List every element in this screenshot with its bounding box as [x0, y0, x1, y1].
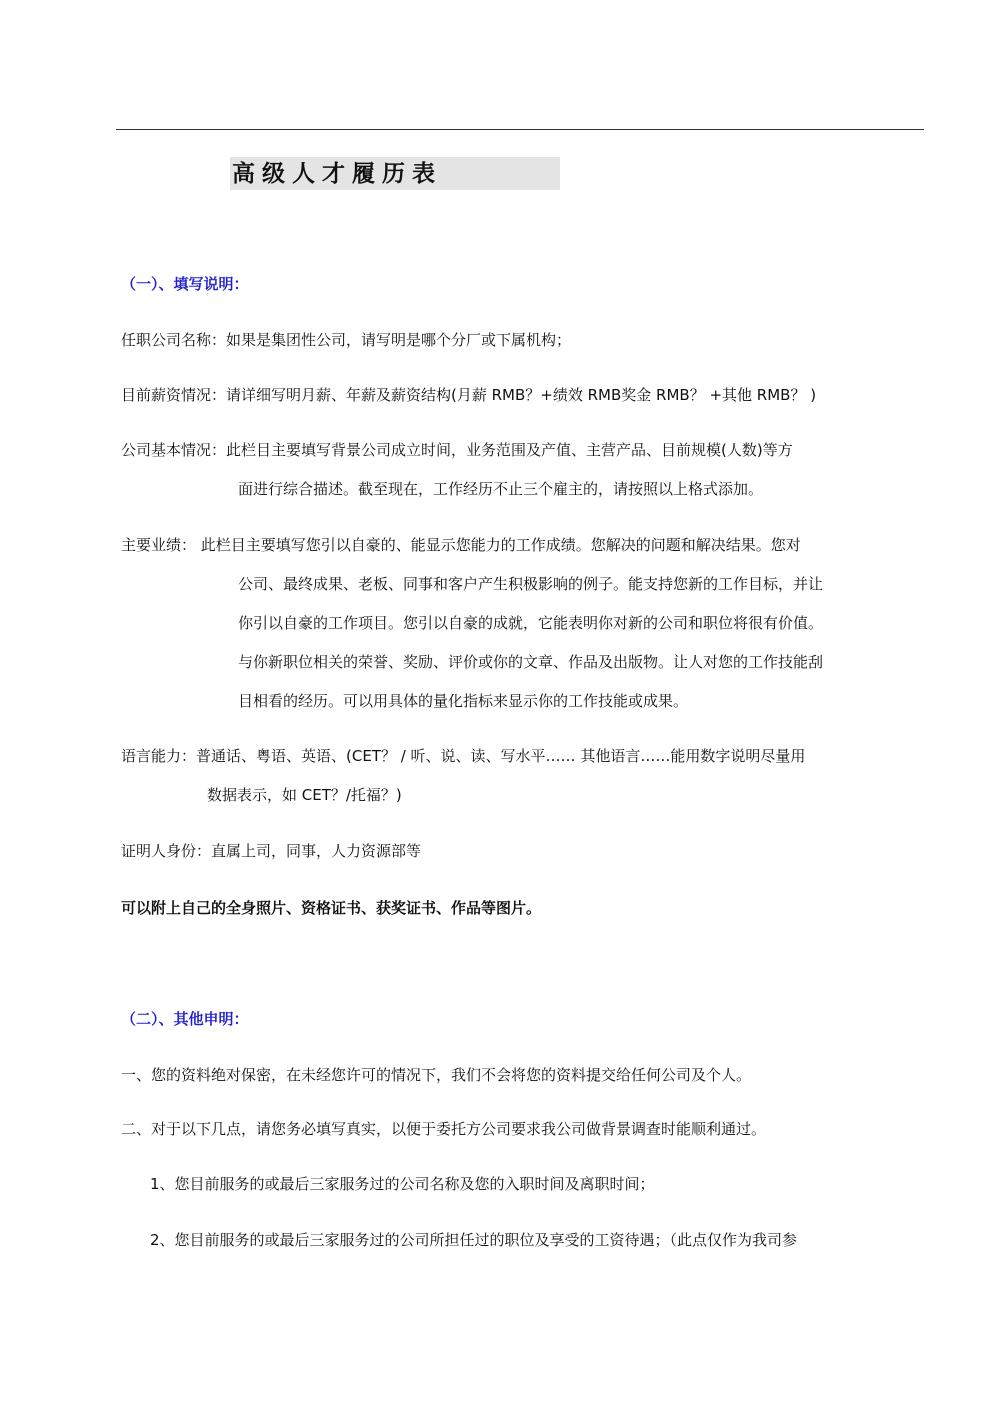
achievements-line-5: 目相看的经历。可以用具体的量化指标来显示你的工作技能或成果。 [238, 692, 689, 710]
subitem-1: 1、您目前服务的或最后三家服务过的公司名称及您的入职时间及离职时间； [150, 1175, 655, 1193]
confidentiality-item: 一、您的资料绝对保密，在未经您许可的情况下，我们不会将您的资料提交给任何公司及个人。 [121, 1066, 752, 1084]
company-name-text: 任职公司名称：如果是集团性公司，请写明是哪个分厂或下属机构； [121, 331, 572, 349]
document-title: 高级人才履历表 [232, 161, 442, 187]
section1-heading: （一）、填写说明： [121, 275, 249, 293]
salary-text: 目前薪资情况：请详细写明月薪、年薪及薪资结构(月薪 RMB？+绩效 RMB奖金 RMB？ +其他 RMB？ ) [121, 386, 817, 404]
achievements-line-3: 你引以自豪的工作项目。您引以自豪的成就，它能表明你对新的公司和职位将很有价值。 [238, 614, 824, 632]
subitem-2: 2、您目前服务的或最后三家服务过的公司所担任过的职位及享受的工资待遇；（此点仅作为我司参 [150, 1231, 798, 1249]
achievements-line-2: 公司、最终成果、老板、同事和客户产生积极影响的例子。能支持您新的工作目标，并让 [238, 575, 824, 593]
section2-heading: （二）、其他申明： [121, 1010, 249, 1028]
header-rule [116, 129, 924, 130]
company-info-line-2: 面进行综合描述。截至现在，工作经历不止三个雇主的，请按照以上格式添加。 [238, 480, 764, 498]
attachment-note: 可以附上自己的全身照片、资格证书、获奖证书、作品等图片。 [121, 899, 542, 917]
truthfulness-item: 二、对于以下几点，请您务必填写真实，以便于委托方公司要求我公司做背景调查时能顺利通过。 [121, 1120, 767, 1138]
language-line-1: 语言能力：普通话、粤语、英语、(CET？ / 听、说、读、写水平…… 其他语言……能用数字说明尽量用 [121, 747, 806, 765]
company-info-line-1: 公司基本情况：此栏目主要填写背景公司成立时间，业务范围及产值、主营产品、目前规模(人数)等方 [121, 441, 793, 459]
achievements-line-4: 与你新职位相关的荣誉、奖励、评价或你的文章、作品及出版物。让人对您的工作技能刮 [238, 653, 824, 671]
reference-text: 证明人身份：直属上司，同事，人力资源部等 [121, 842, 422, 860]
achievements-line-1: 主要业绩： 此栏目主要填写您引以自豪的、能显示您能力的工作成绩。您解决的问题和解决结果。您对 [121, 536, 801, 554]
language-line-2: 数据表示，如 CET？/托福？) [207, 786, 402, 804]
